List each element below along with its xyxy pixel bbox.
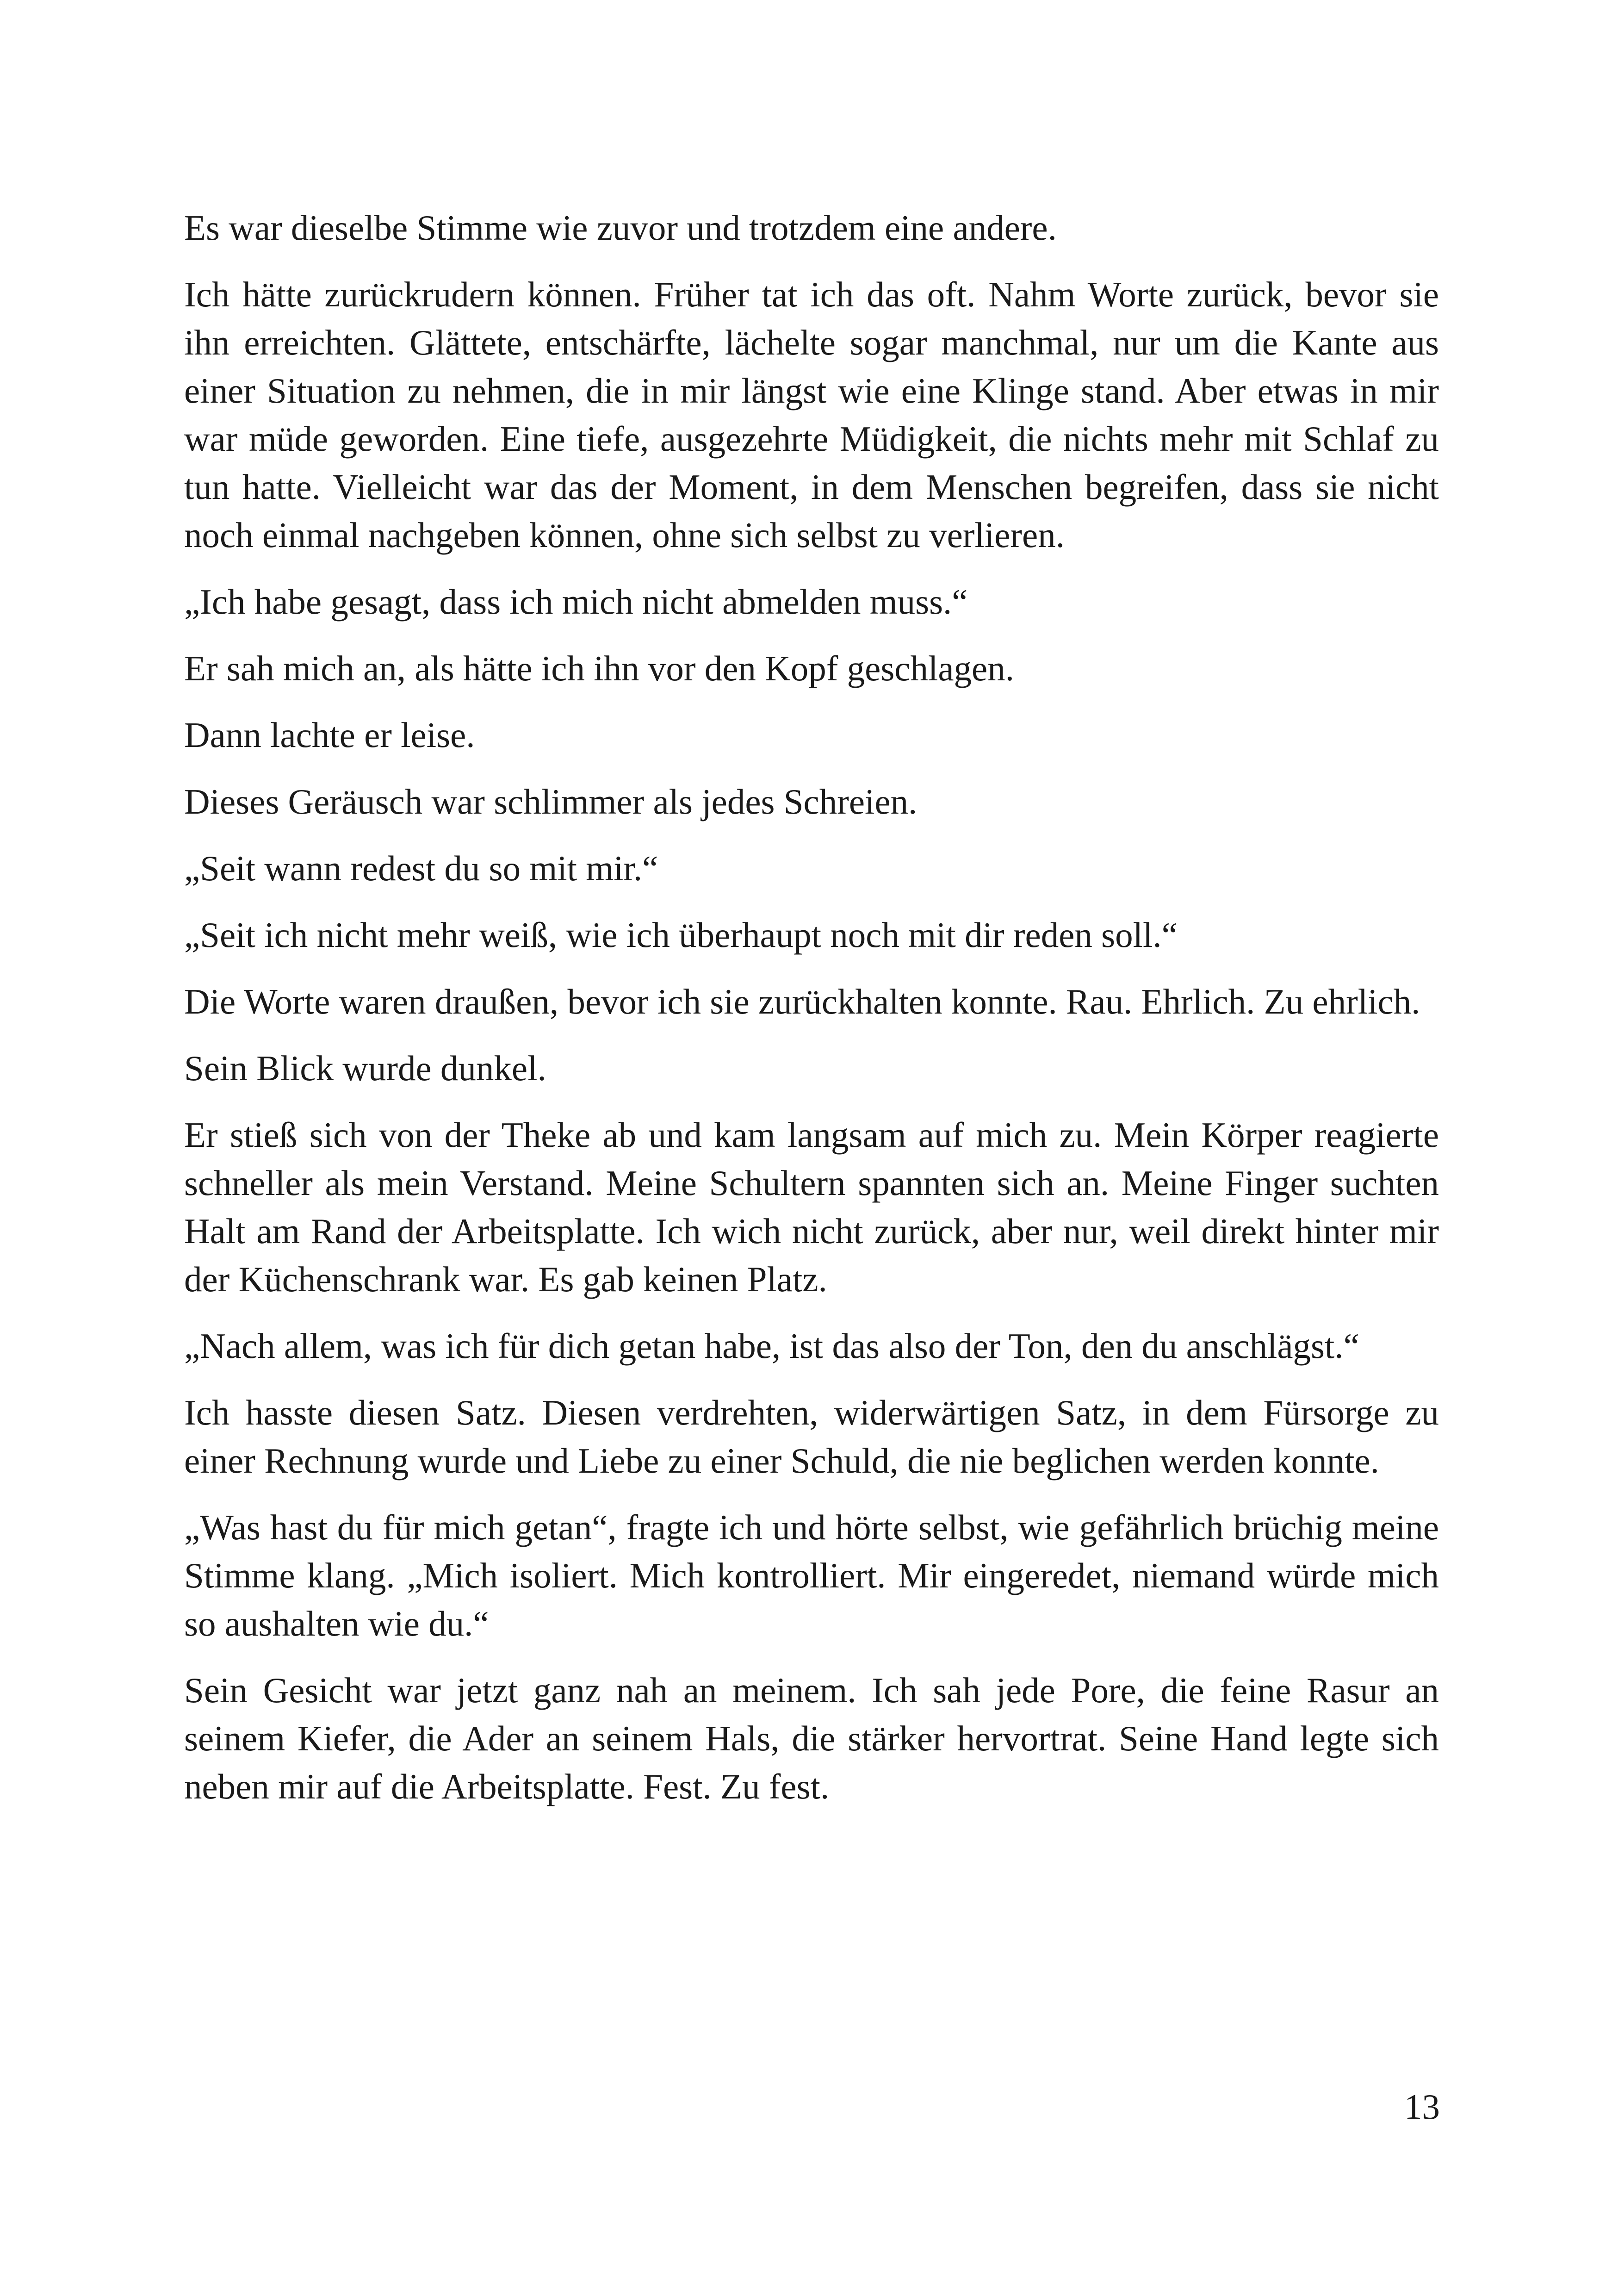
paragraph: Ich hasste diesen Satz. Diesen verdrehten, widerwärtigen Satz, in dem Fürsorge zu einer Rechnung wurde und Liebe zu einer Schuld, die nie beglichen werden konnte. <box>184 1393 1439 1481</box>
paragraph: Sein Blick wurde dunkel. <box>184 1048 546 1088</box>
paragraph: „Seit ich nicht mehr weiß, wie ich überhaupt noch mit dir reden soll.“ <box>184 915 1178 955</box>
paragraph: Ich hätte zurückrudern können. Früher tat ich das oft. Nahm Worte zurück, bevor sie ihn erreichten. Glättete, entschärfte, lächelte sogar manchmal, nur um die Kante aus einer Situation zu nehmen, die in mir längst wie eine Klinge stand. Aber etwas in mir war müde geworden. Eine tiefe, ausgezehrte Müdigkeit, die nichts mehr mit Schlaf zu tun hatte. Vielleicht war das der Moment, in dem Menschen begreifen, dass sie nicht noch einmal nachgeben können, ohne sich selbst zu verlieren. <box>184 274 1439 555</box>
paragraph: „Nach allem, was ich für dich getan habe, ist das also der Ton, den du anschlägst.“ <box>184 1326 1359 1366</box>
body-text <box>184 204 1439 1829</box>
paragraph: Er sah mich an, als hätte ich ihn vor den Kopf geschlagen. <box>184 648 1014 688</box>
paragraph: „Was hast du für mich getan“, fragte ich und hörte selbst, wie gefährlich brüchig meine Stimme klang. „Mich isoliert. Mich kontrolliert. Mir eingeredet, niemand würde mich so aushalten wie du.“ <box>184 1507 1439 1643</box>
paragraph: Er stieß sich von der Theke ab und kam langsam auf mich zu. Mein Körper reagierte schneller als mein Verstand. Meine Schultern spannten sich an. Meine Finger suchten Halt am Rand der Arbeitsplatte. Ich wich nicht zurück, aber nur, weil direkt hinter mir der Küchenschrank war. Es gab keinen Platz. <box>184 1115 1439 1299</box>
paragraph: Es war dieselbe Stimme wie zuvor und trotzdem eine andere. <box>184 208 1057 248</box>
paragraph: „Ich habe gesagt, dass ich mich nicht abmelden muss.“ <box>184 582 968 622</box>
paragraph: Sein Gesicht war jetzt ganz nah an meinem. Ich sah jede Pore, die feine Rasur an seinem Kiefer, die Ader an seinem Hals, die stärker hervortrat. Seine Hand legte sich neben mir auf die Arbeitsplatte. Fest. Zu fest. <box>184 1670 1439 1806</box>
paragraph: Dieses Geräusch war schlimmer als jedes Schreien. <box>184 782 917 821</box>
page-number: 13 <box>1404 2087 1440 2127</box>
paragraph: „Seit wann redest du so mit mir.“ <box>184 848 658 888</box>
paragraph: Die Worte waren draußen, bevor ich sie zurückhalten konnte. Rau. Ehrlich. Zu ehrlich. <box>184 982 1420 1021</box>
paragraph: Dann lachte er leise. <box>184 715 475 755</box>
